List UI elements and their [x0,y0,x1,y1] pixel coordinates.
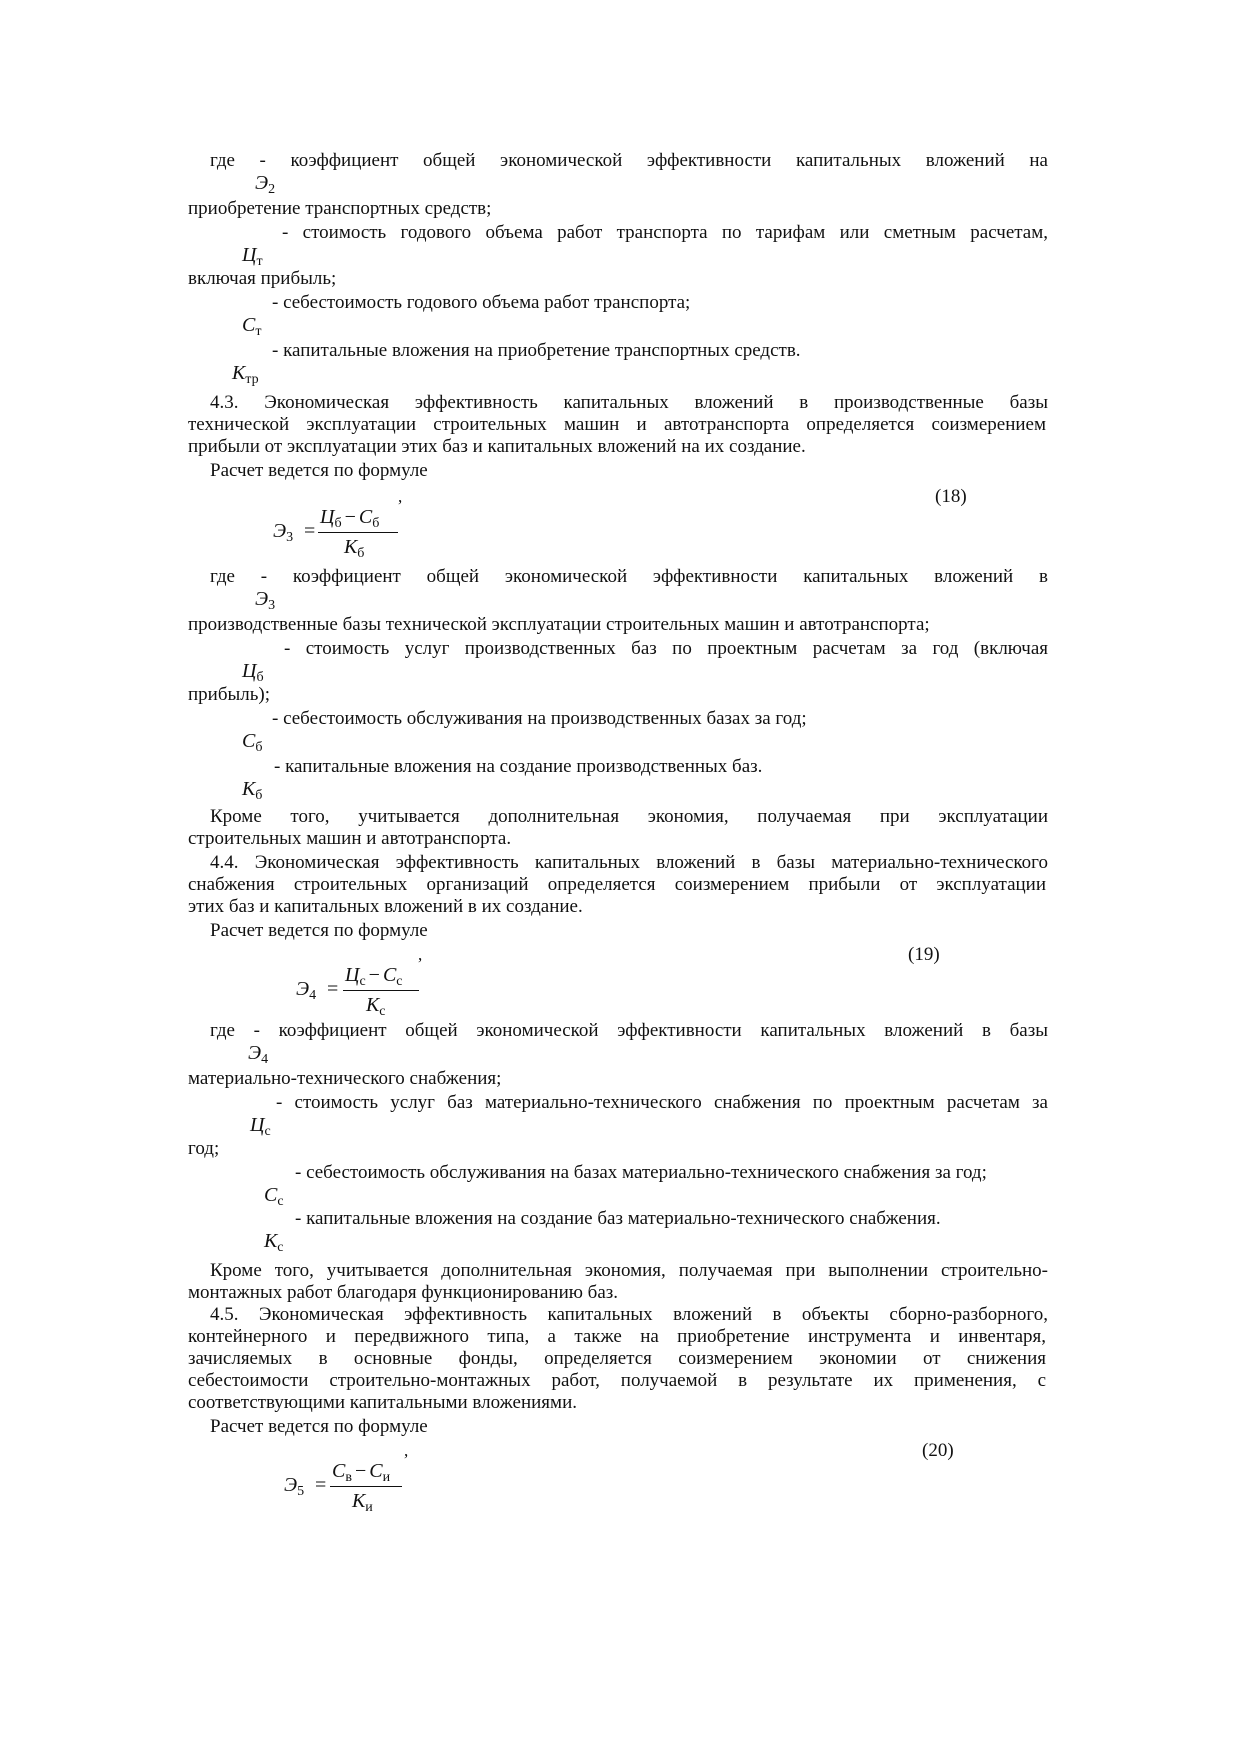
text-line: включая прибыль; [188,268,337,289]
text-line: Кроме того, учитывается дополнительная экономия, получаемая при выполнении строительно- [210,1260,1048,1281]
symbol-e3: $Э_3$ [255,588,276,613]
text-line: снабжения строительных организаций определяется соизмерением прибыли от эксплуатации [188,874,1046,895]
text-line: 4.3. Экономическая эффективность капитальных вложений в производственные базы [210,392,1048,413]
text-line: - себестоимость обслуживания на базах материально-технического снабжения за год; [295,1162,987,1183]
text-line: 4.4. Экономическая эффективность капитальных вложений в базы материально-технического [210,852,1048,873]
formula-numerator: $Ц_с - С_с$ [345,964,403,989]
symbol-st: $С_т$ [242,314,262,339]
text-line: строительных машин и автотранспорта. [188,828,512,849]
symbol-ktr: $К_{тр}$ [232,362,259,387]
symbol-e4: $Э_4$ [248,1042,269,1067]
text-line: прибыль); [188,684,271,705]
formula-comma: , [404,1441,409,1460]
text-line: приобретение транспортных средств; [188,198,492,219]
text-line: 4.5. Экономическая эффективность капитальных вложений в объекты сборно-разборного, [210,1304,1048,1325]
text-line: - стоимость услуг баз материально-технического снабжения по проектным расчетам за [276,1092,1048,1113]
symbol-kb: $К_б$ [242,778,263,803]
text-line: - себестоимость обслуживания на производственных базах за год; [272,708,807,729]
text-line: материально-технического снабжения; [188,1068,502,1089]
formula-lhs: $Э_3$ [273,520,294,545]
text-line: соответствующими капитальными вложениями. [188,1392,577,1413]
formula-equals: = [327,978,339,1000]
formula-numerator: $С_в - С_и$ [332,1460,391,1485]
text-line: себестоимости строительно-монтажных работ, получаемой в результате их применения, с [188,1370,1046,1391]
equation-number: (19) [908,944,940,965]
formula-equals: = [304,520,316,542]
symbol-ss: $С_с$ [264,1184,284,1209]
text-line: Расчет ведется по формуле [210,460,428,481]
fraction-bar [343,990,419,991]
text-line: этих баз и капитальных вложений в их создание. [188,896,583,917]
symbol-cb: $Ц_б$ [242,660,264,685]
text-line: технической эксплуатации строительных машин и автотранспорта определяется соизмерением [188,414,1046,435]
text-line: монтажных работ благодаря функционированию баз. [188,1282,619,1303]
text-line: зачисляемых в основные фонды, определяется соизмерением экономии от снижения [188,1348,1046,1369]
formula-lhs: $Э_4$ [296,978,317,1003]
formula-equals: = [315,1474,327,1496]
symbol-e2: $Э_2$ [255,172,276,197]
text-line: контейнерного и передвижного типа, а также на приобретение инструмента и инвентаря, [188,1326,1046,1347]
text-line: прибыли от эксплуатации этих баз и капитальных вложений на их создание. [188,436,806,457]
text-line: - капитальные вложения на создание баз материально-технического снабжения. [295,1208,941,1229]
fraction-bar [330,1486,402,1487]
text-line: Расчет ведется по формуле [210,920,428,941]
text-line: Расчет ведется по формуле [210,1416,428,1437]
symbol-ks: $К_с$ [264,1230,284,1255]
symbol-cs: $Ц_с$ [250,1114,271,1139]
text-line: производственные базы технической эксплуатации строительных машин и автотранспорта; [188,614,930,635]
text-line: - себестоимость годового объема работ транспорта; [272,292,691,313]
text-line: - капитальные вложения на создание производственных баз. [274,756,763,777]
formula-denominator: $К_с$ [366,994,386,1019]
formula-denominator: $К_и$ [352,1490,373,1515]
formula-denominator: $К_б$ [344,536,365,561]
fraction-bar [318,532,398,533]
text-line: - стоимость услуг производственных баз по проектным расчетам за год (включая [284,638,1048,659]
text-line: где - коэффициент общей экономической эффективности капитальных вложений в [210,566,1048,587]
text-line: где - коэффициент общей экономической эффективности капитальных вложений в базы [210,1020,1048,1041]
formula-comma: , [418,945,423,964]
text-line: где - коэффициент общей экономической эффективности капитальных вложений на [210,150,1048,171]
formula-lhs: $Э_5$ [284,1474,305,1499]
symbol-ct: $Ц_т$ [242,244,263,269]
text-line: Кроме того, учитывается дополнительная экономия, получаемая при эксплуатации [210,806,1048,827]
equation-number: (18) [935,486,967,507]
text-line: - капитальные вложения на приобретение транспортных средств. [272,340,801,361]
symbol-sb: $С_б$ [242,730,263,755]
text-line: - стоимость годового объема работ транспорта по тарифам или сметным расчетам, [282,222,1048,243]
text-line: год; [188,1138,220,1159]
equation-number: (20) [922,1440,954,1461]
formula-numerator: $Ц_б - С_б$ [320,506,380,531]
formula-comma: , [398,487,403,506]
